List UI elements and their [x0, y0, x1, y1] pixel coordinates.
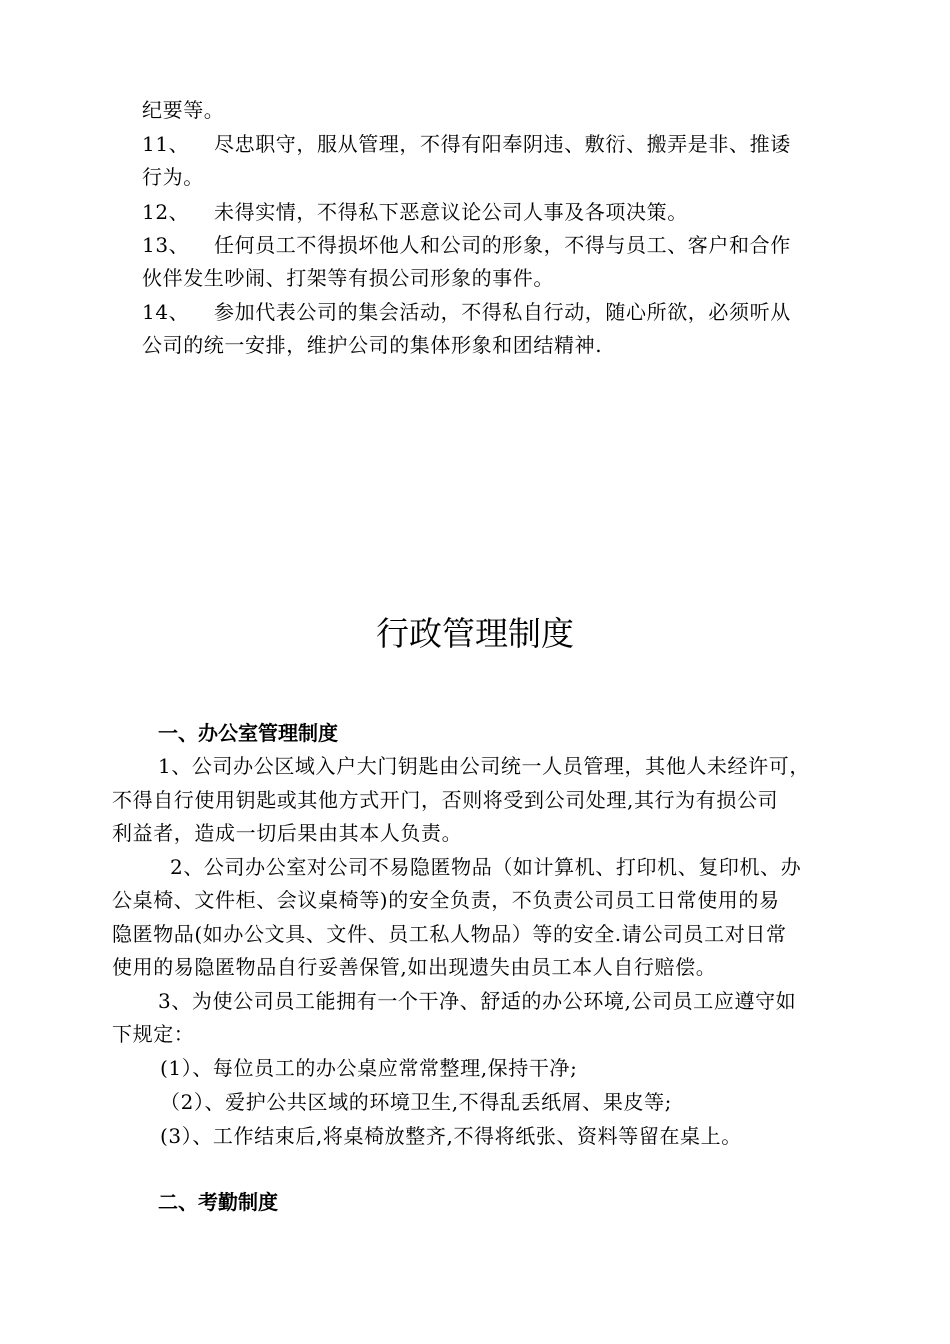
section-1-paragraph-2-line-1: 2、公司办公室对公司不易隐匿物品（如计算机、打印机、复印机、办 — [170, 855, 802, 879]
section-1-paragraph-3-line-2: 下规定： — [112, 1022, 195, 1046]
rule-13-text: 任何员工不得损坏他人和公司的形象，不得与员工、客户和合作 — [214, 233, 791, 257]
rule-12-text: 未得实情，不得私下恶意议论公司人事及各项决策。 — [214, 200, 688, 224]
rule-12-number: 12、 — [142, 200, 190, 224]
section-1-item-3: (3）、工作结束后,将桌椅放整齐,不得将纸张、资料等留在桌上。 — [160, 1124, 742, 1148]
section-1-paragraph-2-line-4: 使用的易隐匿物品自行妥善保管,如出现遗失由员工本人自行赔偿。 — [112, 955, 717, 979]
section-1-item-1: (1）、每位员工的办公桌应常常整理,保持干净; — [160, 1056, 578, 1080]
section-1-paragraph-1-line-3: 利益者，造成一切后果由其本人负责。 — [112, 821, 463, 845]
rule-14-cont: 公司的统一安排，维护公司的集体形象和团结精神. — [142, 333, 603, 357]
section-1-paragraph-1-line-2: 不得自行使用钥匙或其他方式开门，否则将受到公司处理,其行为有损公司 — [112, 788, 779, 812]
rule-11-text: 尽忠职守，服从管理，不得有阳奉阴违、敷衍、搬弄是非、推诿 — [214, 132, 791, 156]
section-1-heading: 一、办公室管理制度 — [158, 721, 338, 745]
section-1-paragraph-2-line-3: 隐匿物品(如办公文具、文件、员工私人物品）等的安全.请公司员工对日常 — [112, 922, 787, 946]
rule-13-cont: 伙伴发生吵闹、打架等有损公司形象的事件。 — [142, 266, 554, 290]
rule-13-number: 13、 — [142, 233, 190, 257]
rule-14-number: 14、 — [142, 300, 190, 324]
page-title: 行政管理制度 — [376, 614, 574, 653]
section-1-paragraph-2-line-2: 公桌椅、文件柜、会议桌椅等)的安全负责，不负责公司员工日常使用的易 — [112, 888, 780, 912]
section-2-heading: 二、考勤制度 — [158, 1190, 278, 1214]
rule-14-text: 参加代表公司的集会活动，不得私自行动，随心所欲，必须听从 — [214, 300, 791, 324]
section-1-item-2: （2）、爱护公共区域的环境卫生,不得乱丢纸屑、果皮等; — [160, 1090, 673, 1114]
continuation-text: 纪要等。 — [142, 98, 225, 122]
section-1-paragraph-1-line-1: 1、公司办公区域入户大门钥匙由公司统一人员管理，其他人未经许可， — [158, 754, 810, 778]
rule-11-cont: 行为。 — [142, 165, 204, 189]
rule-11-number: 11、 — [142, 132, 190, 156]
section-1-paragraph-3-line-1: 3、为使公司员工能拥有一个干净、舒适的办公环境,公司员工应遵守如 — [158, 989, 797, 1013]
